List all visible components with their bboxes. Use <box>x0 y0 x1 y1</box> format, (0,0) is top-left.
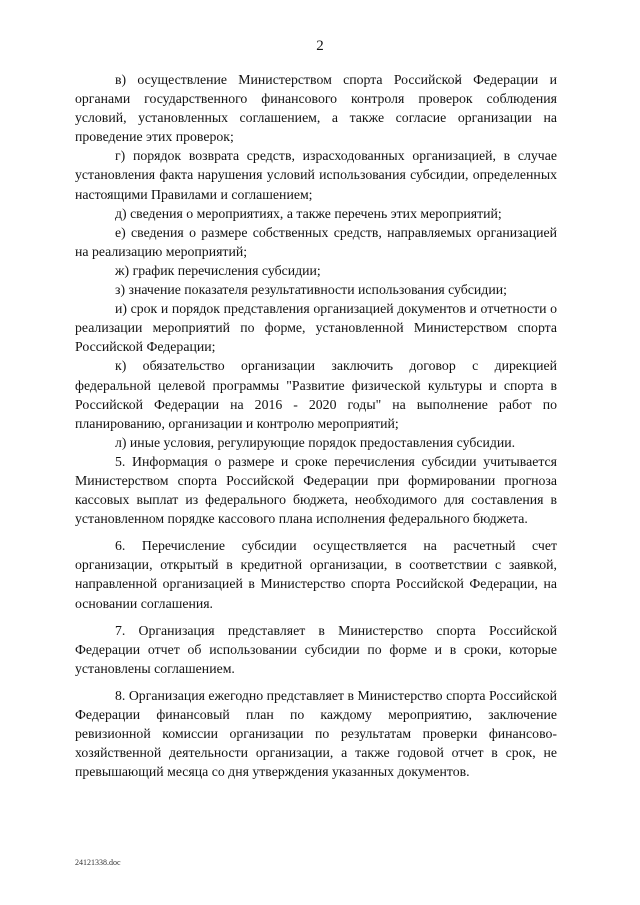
paragraph-8: 8. Организация ежегодно представляет в Министерство спорта Российской Федерации финансовый план по каждому мероприятию, заключение ревизионной комиссии организации по результатам проверки финансово-хозяйственной деятельности организации, а также годовой отчет в срок, не превышающий месяца со дня утверждения указанных документов. <box>75 687 557 780</box>
paragraph-7: 7. Организация представляет в Министерство спорта Российской Федерации отчет об использовании субсидии по форме и в сроки, которые установлены соглашением. <box>75 622 557 676</box>
paragraph-g: г) порядок возврата средств, израсходованных организацией, в случае установления факта нарушения условий использования субсидии, определенных настоящими Правилами и соглашением; <box>75 148 557 202</box>
page-number: 2 <box>316 38 324 54</box>
paragraph-6: 6. Перечисление субсидии осуществляется на расчетный счет организации, открытый в кредитной организации, в соответствии с заявкой, направленной организацией в Министерство спорта Российской Федерации, на основании соглашения. <box>75 538 557 611</box>
document-filename: 24121338.doc <box>75 858 121 867</box>
document-body <box>75 70 557 781</box>
paragraph-l: л) иные условия, регулирующие порядок предоставления субсидии. <box>115 434 516 450</box>
paragraph-d: д) сведения о мероприятиях, а также перечень этих мероприятий; <box>115 205 502 221</box>
paragraph-5: 5. Информация о размере и сроке перечисления субсидии учитывается Министерством спорта Российской Федерации при формировании прогноза кассовых выплат из федерального бюджета, необходимого для составления в установленном порядке кассового плана исполнения федерального бюджета. <box>75 453 557 527</box>
paragraph-k: к) обязательство организации заключить договор с дирекцией федеральной целевой программы "Развитие физической культуры и спорта в Российской Федерации на 2016 - 2020 годы" на выполнение работ по планированию, организации и контролю мероприятий; <box>75 358 557 431</box>
paragraph-z: з) значение показателя результативности использования субсидии; <box>115 282 507 298</box>
paragraph-zh: ж) график перечисления субсидии; <box>115 262 321 278</box>
paragraph-v: в) осуществление Министерством спорта Российской Федерации и органами государственного финансового контроля проверок соблюдения условий, установленных соглашением, а также согласие организации на проведение этих проверок; <box>75 72 557 145</box>
paragraph-i: и) срок и порядок представления организацией документов и отчетности о реализации мероприятий по форме, установленной Министерством спорта Российской Федерации; <box>75 301 557 355</box>
paragraph-e: е) сведения о размере собственных средств, направляемых организацией на реализацию мероприятий; <box>75 224 557 259</box>
